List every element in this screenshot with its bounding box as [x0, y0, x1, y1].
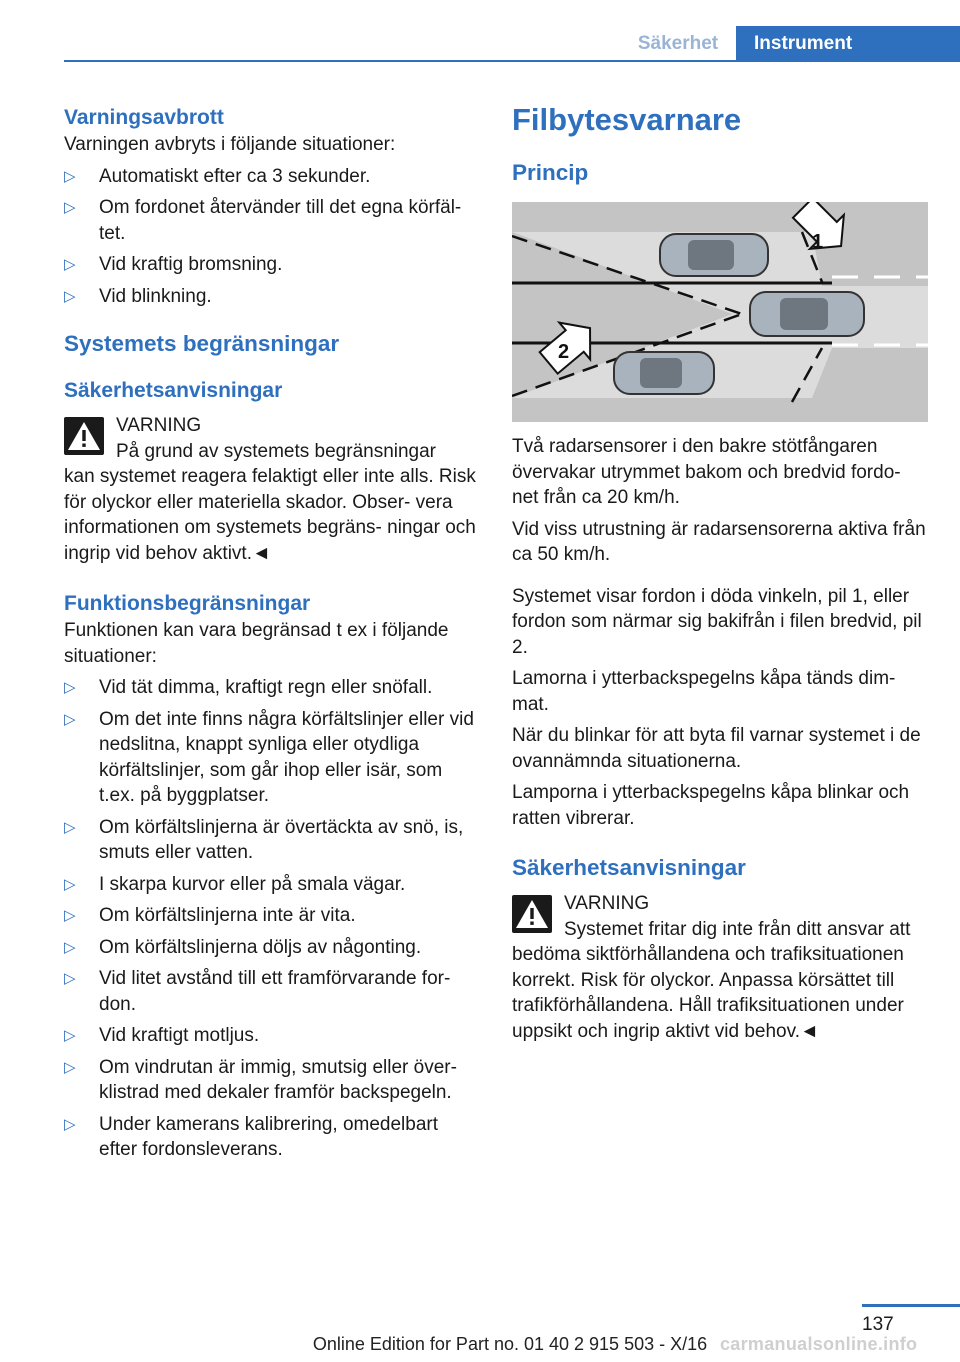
list-item: ▷ Vid blinkning. — [64, 284, 478, 310]
warning-box-left — [64, 413, 478, 566]
car-top — [660, 234, 768, 276]
right-column — [512, 100, 930, 1044]
warning-triangle-icon — [512, 895, 552, 933]
arrow-label-2: 2 — [558, 341, 570, 363]
list-item: ▷ Vid kraftigt motljus. — [64, 1023, 478, 1049]
func-heading: Funktionsbegränsningar — [64, 592, 311, 615]
abort-heading: Varningsavbrott — [64, 106, 224, 129]
list-item: ▷ Automatiskt efter ca 3 sekunder. — [64, 164, 478, 190]
list-item: ▷ Vid tät dimma, kraftigt regn eller snöfall. — [64, 675, 478, 701]
list-item: ▷ Om körfältslinjerna är övertäckta av snö, is, smuts eller vatten. — [64, 816, 464, 863]
abort-intro: Varningen avbryts i följande situationer: — [64, 134, 396, 155]
paragraph: Lamorna i ytterbackspegelns kåpa tänds dim‐ mat. — [512, 668, 896, 715]
triangle-right-icon: ▷ — [64, 1115, 76, 1133]
list-item: ▷ Vid litet avstånd till ett framförvarande for‐ don. — [64, 968, 451, 1015]
left-column — [64, 100, 478, 1163]
list-item: ▷ I skarpa kurvor eller på smala vägar. — [64, 872, 478, 898]
triangle-right-icon: ▷ — [64, 1027, 76, 1044]
principle-heading: Princip — [512, 160, 589, 185]
safety-heading-right: Säkerhetsanvisningar — [512, 855, 746, 880]
paragraph: Systemet visar fordon i döda vinkeln, pil 1, eller fordon som närmar sig bakifrån i filen bredvid, pil 2. — [512, 585, 922, 658]
footer-rule — [862, 1304, 960, 1307]
car-bottom — [614, 352, 714, 394]
paragraph: Lamporna i ytterbackspegelns kåpa blinkar och ratten vibrerar. — [512, 782, 910, 829]
triangle-right-icon: ▷ — [64, 199, 76, 216]
paragraph: Två radarsensorer i den bakre stötfångaren övervakar utrymmet bakom och bredvid fordo‐ net från ca 20 km/h. — [512, 436, 901, 508]
list-item: ▷ Vid kraftig bromsning. — [64, 252, 478, 278]
page-number: 137 — [862, 1314, 894, 1335]
triangle-right-icon: ▷ — [64, 710, 76, 728]
func-list — [64, 675, 478, 1163]
func-intro: Funktionen kan vara begränsad t ex i följande situationer: — [64, 620, 449, 667]
arrow-label-1: 1 — [812, 231, 824, 253]
list-item: ▷ Under kamerans kalibrering, omedelbart efter fordonsleverans. — [64, 1113, 438, 1160]
list-item: ▷ Om fordonet återvänder till det egna körfäl‐ tet. — [64, 197, 462, 244]
car-middle — [750, 292, 864, 336]
paragraph: När du blinkar för att byta fil varnar systemet i de ovannämnda situationerna. — [512, 725, 921, 772]
triangle-right-icon: ▷ — [64, 818, 76, 836]
page-title: Filbytesvarnare — [512, 102, 742, 137]
list-item: ▷ Om det inte finns några körfältslinjer eller vid nedslitna, knappt synliga eller otydliga körfältslinjer, som går ihop eller isär, som t.ex. på byggplatser. — [64, 708, 474, 806]
warning-triangle-icon — [64, 417, 104, 455]
abort-list — [64, 164, 478, 310]
edition-note: Online Edition for Part no. 01 40 2 915 503 - X/16 — [312, 1334, 708, 1354]
triangle-right-icon: ▷ — [64, 287, 76, 305]
warning-box-right — [512, 891, 930, 1044]
warning-first-line: Systemet fritar dig inte från ditt ansvar att — [564, 918, 911, 940]
triangle-right-icon: ▷ — [64, 907, 76, 924]
warning-label: VARNING — [564, 893, 650, 914]
triangle-right-icon: ▷ — [64, 938, 76, 956]
safety-heading-left: Säkerhetsanvisningar — [64, 379, 283, 402]
warning-label: VARNING — [116, 415, 202, 436]
list-item: ▷ Om körfältslinjerna inte är vita. — [64, 903, 478, 929]
warning-body: kan systemet reagera felaktigt eller inte alls. Risk för olyckor eller materiella skador. Obser‐ vera informationen om systemets begräns‐ ningar och ingrip vid behov aktivt.◄ — [64, 466, 476, 564]
warning-body: bedöma siktförhållandena och trafiksituationen korrekt. Risk för olyckor. Anpassa körsättet till trafikförhållandena. Håll trafiksituationen under uppsikt och ingrip aktivt vid behov.◄ — [512, 944, 904, 1042]
lane-change-illustration — [512, 202, 928, 422]
list-item: ▷ Om körfältslinjerna döljs av någonting. — [64, 935, 478, 961]
limits-heading: Systemets begränsningar — [64, 331, 340, 356]
triangle-right-icon: ▷ — [64, 875, 76, 893]
header-rule — [64, 60, 960, 62]
triangle-right-icon: ▷ — [64, 679, 76, 696]
paragraph: Vid viss utrustning är radarsensorerna aktiva från ca 50 km/h. — [512, 518, 926, 565]
triangle-right-icon: ▷ — [64, 256, 76, 273]
triangle-right-icon: ▷ — [64, 167, 76, 185]
triangle-right-icon: ▷ — [64, 970, 76, 987]
triangle-right-icon: ▷ — [64, 1058, 76, 1076]
watermark: carmanualsonline.info — [720, 1334, 918, 1354]
list-item: ▷ Om vindrutan är immig, smutsig eller över‐ klistrad med dekaler framför backspegeln. — [64, 1056, 457, 1103]
header-chapter-tab: Instrument — [736, 26, 960, 62]
warning-first-line: På grund av systemets begränsningar — [116, 440, 437, 462]
header-section-tab: Säkerhet — [637, 33, 719, 54]
